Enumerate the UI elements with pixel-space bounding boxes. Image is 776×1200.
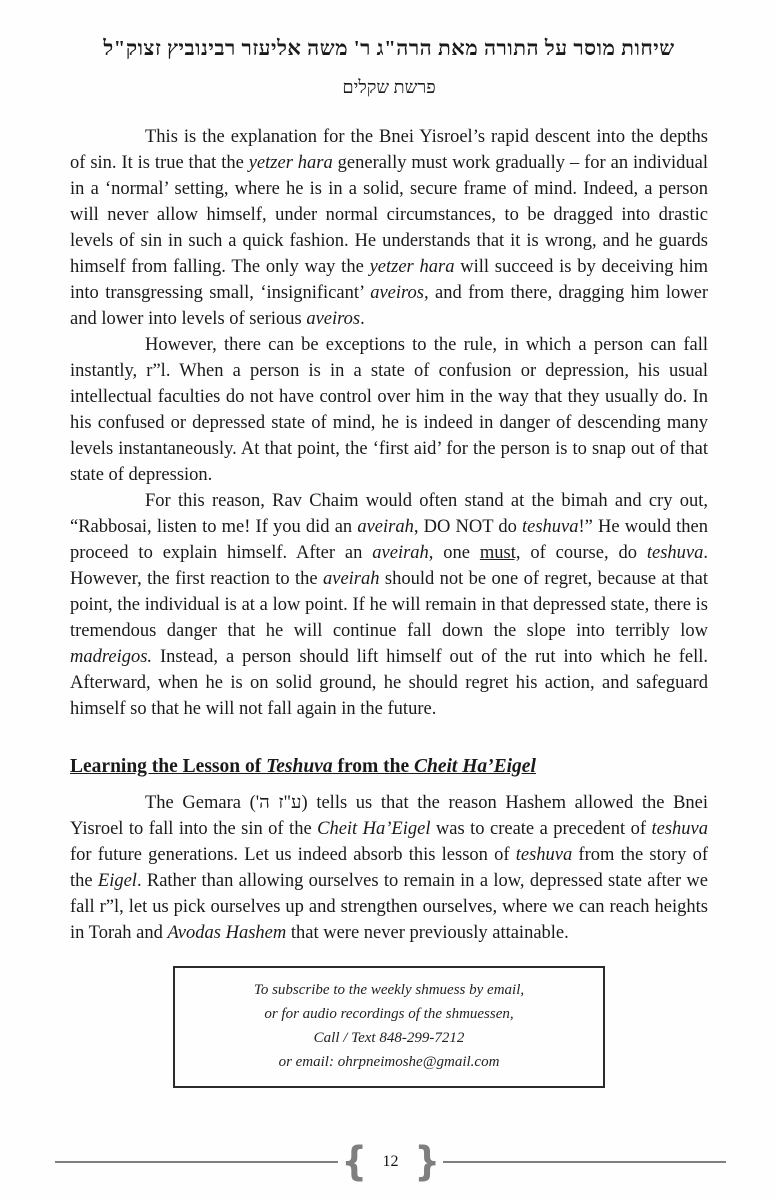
paragraph-1: [70, 124, 708, 332]
footer-rule-left: [55, 1161, 338, 1163]
text-segment: . However, the first reaction to the: [70, 543, 708, 589]
text-segment: yetzer hara: [248, 153, 333, 173]
subscription-phone: Call / Text 848-299-7212: [313, 1030, 465, 1046]
text-segment: Teshuva: [266, 756, 333, 777]
text-segment: Instead, a person should lift himself out of the rut into which he fell. Afterward, when he is on solid ground, he should regret his action, and safeguard himself so that he will not fall again in the future.: [70, 647, 708, 719]
paragraph-3: [70, 488, 708, 722]
text-segment: will succeed is by deceiving him into transgressing small, ‘insignificant’: [70, 257, 708, 303]
text-segment: Cheit Ha’Eigel: [317, 819, 431, 839]
text-segment: teshuva: [521, 517, 579, 537]
text-segment: Cheit Ha’Eigel: [414, 756, 536, 777]
page-footer: [55, 1140, 726, 1184]
text-segment: madreigos.: [70, 647, 153, 667]
text-segment: .: [360, 309, 365, 329]
text-segment: generally must work gradually – for an individual in a ‘normal’ setting, where he is in a solid, secure frame of mind. Indeed, a person will never allow himself, under normal circumstances, to be dragged into drastic levels of sin in such a quick fashion. He understands that it is wrong, and he guards himself from falling. The only way the: [70, 153, 708, 277]
text-segment: that were never previously attainable.: [286, 923, 569, 943]
text-segment: aveirah: [372, 543, 429, 563]
text-segment: teshuva: [646, 543, 704, 563]
text-segment: aveirah: [357, 517, 414, 537]
section-heading: [70, 754, 708, 780]
paragraph-4: [70, 790, 708, 946]
left-brace-ornament: {: [341, 1139, 368, 1185]
text-segment: from the: [332, 756, 414, 777]
text-segment: However, there can be exceptions to the rule, in which a person can fall instantly, r”l. When a person is in a state of confusion or depression, his usual intellectual faculties do not have control over him in the way that they usually do. In his confused or depressed state of mind, he is indeed in danger of descending many levels instantaneously. At that point, the ‘first aid’ for the person is to snap out of that state of depression.: [70, 335, 708, 485]
subscription-email: or email: ohrpneimoshe@gmail.com: [278, 1054, 500, 1070]
footer-rule-right: [443, 1161, 726, 1163]
body-text: [70, 124, 708, 946]
subscription-line-2: or for audio recordings of the shmuessen,: [264, 1006, 514, 1022]
text-segment: Eigel: [97, 871, 137, 891]
text-segment: ע"ז ה': [255, 793, 302, 813]
text-segment: ) tells us that the reason Hashem allowed the Bnei Yisroel to fall into the sin of the: [70, 793, 709, 839]
text-segment: aveirah: [323, 569, 380, 589]
page-header: [70, 36, 708, 98]
text-segment: teshuva: [651, 819, 708, 839]
text-segment: for future generations. Let us indeed absorb this lesson of: [70, 845, 516, 865]
text-segment: For this reason, Rav Chaim would often stand at the bimah and cry out, “Rabbosai, listen to me! If you did an: [70, 491, 708, 537]
text-segment: !” He would then proceed to explain himself. After an: [70, 517, 708, 563]
text-segment: aveiros,: [370, 283, 429, 303]
text-segment: must,: [479, 543, 521, 563]
text-segment: Learning the Lesson of: [70, 756, 267, 777]
right-brace-ornament: }: [413, 1139, 440, 1185]
text-segment: yetzer hara: [369, 257, 455, 277]
text-segment: . Rather than allowing ourselves to remain in a low, depressed state after we fall r”l, let us pick ourselves up and strengthen ourselves, where we can reach heights in Torah and: [70, 871, 708, 943]
text-segment: should not be one of regret, because at that point, the individual is at a low point. If he will remain in that depressed state, there is tremendous danger that he will continue fall down the slope into terribly low: [70, 569, 708, 641]
text-segment: Avodas Hashem: [167, 923, 287, 943]
text-segment: This is the explanation for the Bnei Yisroel’s rapid descent into the depths of sin. It is true that the: [70, 127, 708, 173]
text-segment: and from there, dragging him lower and lower into levels of serious: [70, 283, 708, 329]
page-number: 12: [382, 1153, 399, 1170]
paragraph-2: [70, 332, 708, 488]
text-segment: from the story of the: [70, 845, 708, 891]
text-segment: , one: [428, 543, 480, 563]
subscription-line-1: To subscribe to the weekly shmuess by email,: [253, 982, 525, 998]
text-segment: teshuva: [515, 845, 573, 865]
text-segment: The Gemara (: [145, 793, 256, 813]
text-segment: aveiros: [306, 309, 361, 329]
hebrew-subtitle: פרשת שקלים: [342, 77, 436, 97]
text-segment: , DO NOT do: [413, 517, 522, 537]
subscription-box: [173, 966, 605, 1088]
text-segment: was to create a precedent of: [430, 819, 652, 839]
hebrew-title: שיחות מוסר על התורה מאת הרה"ג ר' משה אליעזר רבינוביץ זצוק"ל: [103, 36, 675, 60]
text-segment: of course, do: [520, 543, 647, 563]
